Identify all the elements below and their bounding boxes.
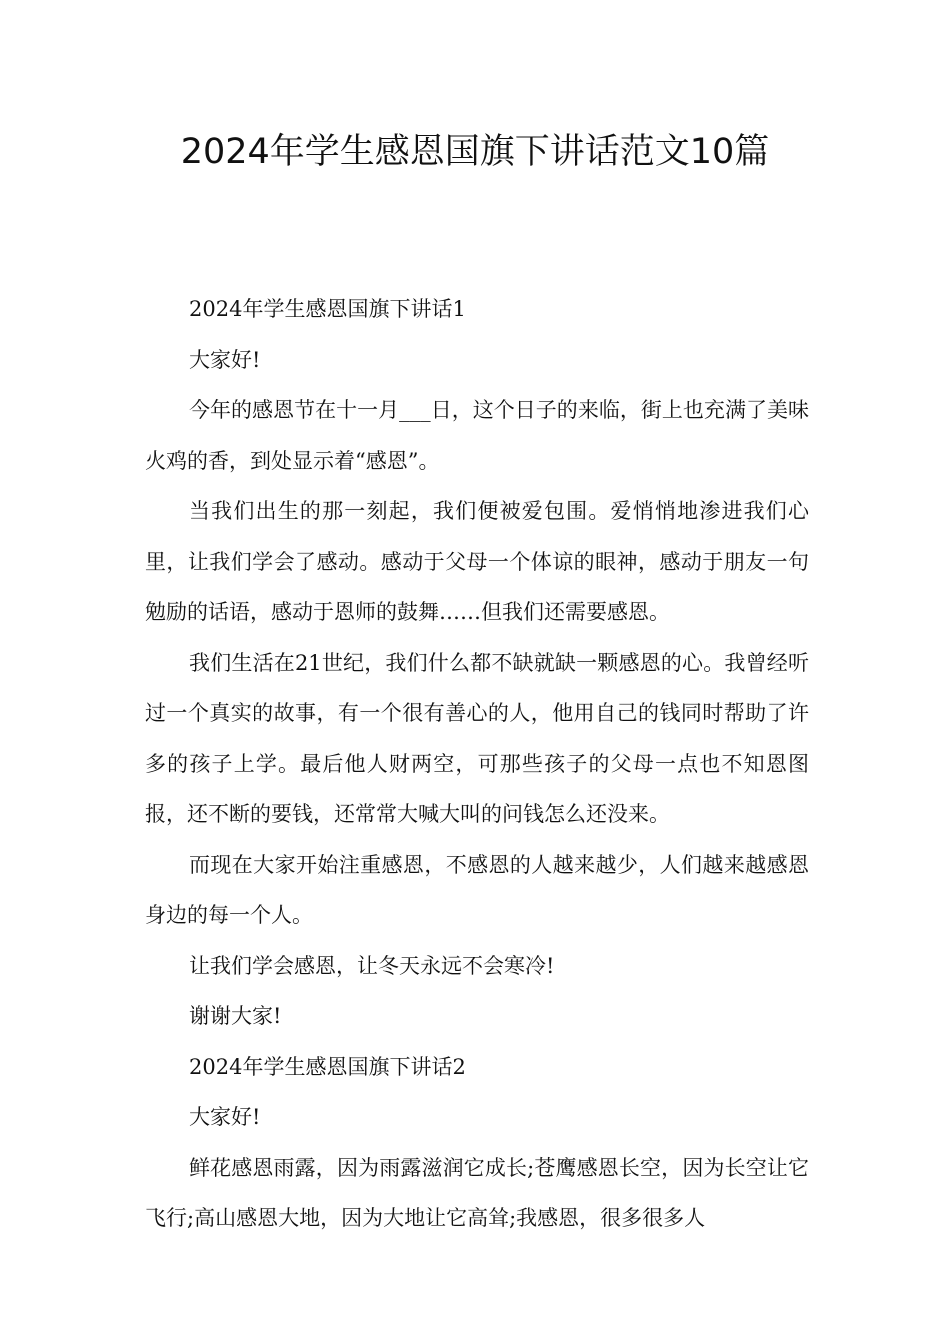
section-heading-1: 2024年学生感恩国旗下讲话1 [189,297,466,321]
body-paragraph: 鲜花感恩雨露，因为雨露滋润它成长;苍鹰感恩长空，因为长空让它飞行;高山感恩大地，因为大地让它高耸;我感恩，很多很多人 [145,1155,809,1230]
greeting-paragraph: 大家好! [189,1105,261,1129]
closing-paragraph: 谢谢大家! [189,1004,282,1028]
document-body [145,284,809,1244]
document-title: 2024年学生感恩国旗下讲话范文10篇 [180,132,770,172]
body-paragraph: 而现在大家开始注重感恩，不感恩的人越来越少，人们越来越感恩身边的每一个人。 [145,852,809,927]
section-heading-2: 2024年学生感恩国旗下讲话2 [189,1054,466,1079]
body-paragraph: 当我们出生的那一刻起，我们便被爱包围。爱悄悄地渗进我们心里，让我们学会了感动。感动于父母一个体谅的眼神，感动于朋友一句勉励的话语，感动于恩师的鼓舞……但我们还需要感恩。 [145,499,809,624]
greeting-paragraph: 大家好! [189,347,261,372]
body-paragraph: 我们生活在21世纪，我们什么都不缺就缺一颗感恩的心。我曾经听过一个真实的故事，有一个很有善心的人，他用自己的钱同时帮助了许多的孩子上学。最后他人财两空，可那些孩子的父母一点也不知恩图报，还不断的要钱，还常常大喊大叫的问钱怎么还没来。 [145,650,809,826]
body-paragraph: 今年的感恩节在十一月___日，这个日子的来临，街上也充满了美味火鸡的香，到处显示着“感恩”。 [145,398,809,473]
body-paragraph: 让我们学会感恩，让冬天永远不会寒冷! [189,953,555,978]
